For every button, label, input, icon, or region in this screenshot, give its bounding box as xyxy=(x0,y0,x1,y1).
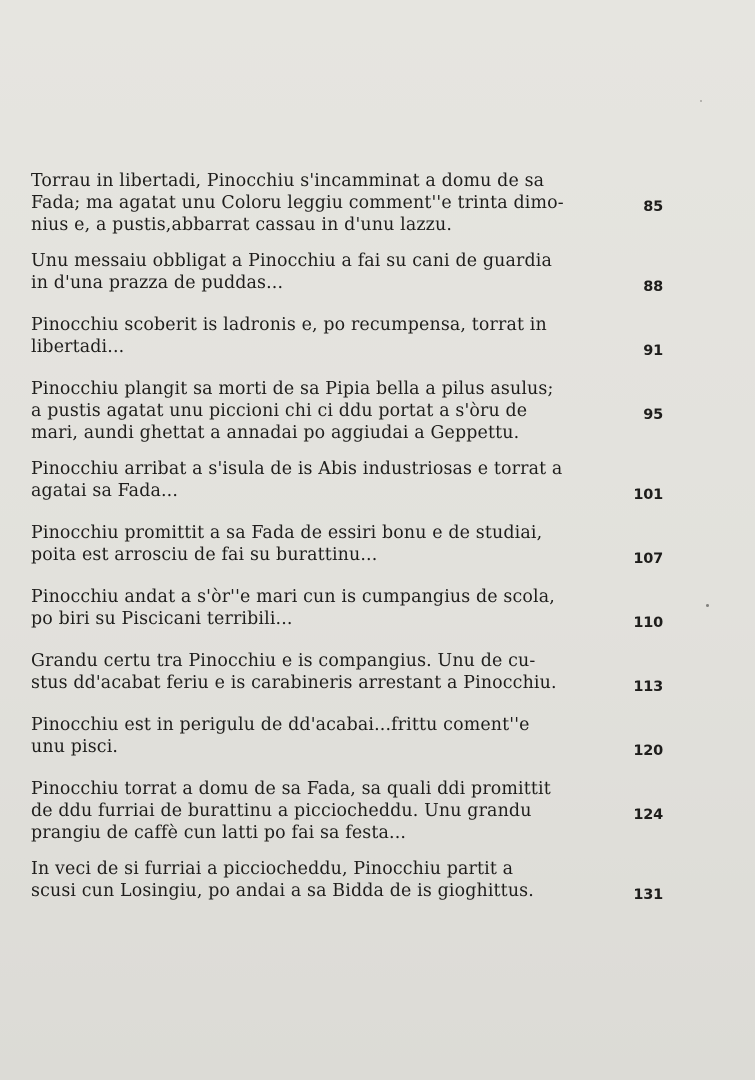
toc-entry-page: 131 xyxy=(633,887,663,903)
toc-entry xyxy=(31,858,663,922)
toc-entry xyxy=(31,458,663,522)
toc-entry-title: Pinocchiu scoberit is ladronis e, po recumpensa, torrat in libertadi... xyxy=(31,315,547,357)
toc-entry xyxy=(31,650,663,714)
toc-entry-title: Pinocchiu est in perigulu de dd'acabai...frittu coment''e unu pisci. xyxy=(31,715,530,757)
toc-entry-page: 113 xyxy=(633,679,663,695)
toc-entry-page: 88 xyxy=(643,279,663,295)
toc-entry-page: 124 xyxy=(633,807,663,823)
toc-entry-page: 120 xyxy=(633,743,663,759)
toc-entry-title: Pinocchiu torrat a domu de sa Fada, sa quali ddi promittit de ddu furriai de burattinu a picciocheddu. Unu grandu prangiu de caffè cun latti po fai sa festa... xyxy=(31,779,551,843)
toc-entry-title: Grandu certu tra Pinocchiu e is compangius. Unu de cu- stus dd'acabat feriu e is carabineris arrestant a Pinocchiu. xyxy=(31,651,557,693)
toc-entry xyxy=(31,250,663,314)
toc-entry-page: 95 xyxy=(643,407,663,423)
toc-entry-title: Pinocchiu promittit a sa Fada de essiri bonu e de studiai, poita est arrosciu de fai su burattinu... xyxy=(31,523,543,565)
toc-entry xyxy=(31,378,663,458)
toc-entry-page: 91 xyxy=(643,343,663,359)
paper-speck xyxy=(706,604,709,607)
toc-entry xyxy=(31,586,663,650)
toc-entry-title: In veci de si furriai a picciocheddu, Pinocchiu partit a scusi cun Losingiu, po andai a sa Bidda de is gioghittus. xyxy=(31,859,534,901)
toc-entry-page: 107 xyxy=(633,551,663,567)
toc-entry-page: 110 xyxy=(633,615,663,631)
toc-entry xyxy=(31,714,663,778)
toc-entry-title: Pinocchiu andat a s'òr''e mari cun is cumpangius de scola, po biri su Piscicani terribili... xyxy=(31,587,555,629)
toc-entry-title: Torrau in libertadi, Pinocchiu s'incamminat a domu de sa Fada; ma agatat unu Coloru leggiu comment''e trinta dimo- nius e, a pustis,abbarrat cassau in d'unu lazzu. xyxy=(31,171,564,235)
paper-speck xyxy=(700,100,702,102)
toc-entry-title: Pinocchiu arribat a s'isula de is Abis industriosas e torrat a agatai sa Fada... xyxy=(31,459,563,501)
toc-entry-title: Unu messaiu obbligat a Pinocchiu a fai su cani de guardia in d'una prazza de puddas... xyxy=(31,251,552,293)
toc-entry-title: Pinocchiu plangit sa morti de sa Pipia bella a pilus asulus; a pustis agatat unu piccioni chi ci ddu portat a s'òru de mari, aundi ghettat a annadai po aggiudai a Geppettu. xyxy=(31,379,554,443)
toc-entry xyxy=(31,170,663,250)
toc-entry xyxy=(31,314,663,378)
toc-entry-page: 85 xyxy=(643,199,663,215)
table-of-contents xyxy=(31,170,663,922)
toc-entry-page: 101 xyxy=(633,487,663,503)
toc-entry xyxy=(31,522,663,586)
toc-entry xyxy=(31,778,663,858)
